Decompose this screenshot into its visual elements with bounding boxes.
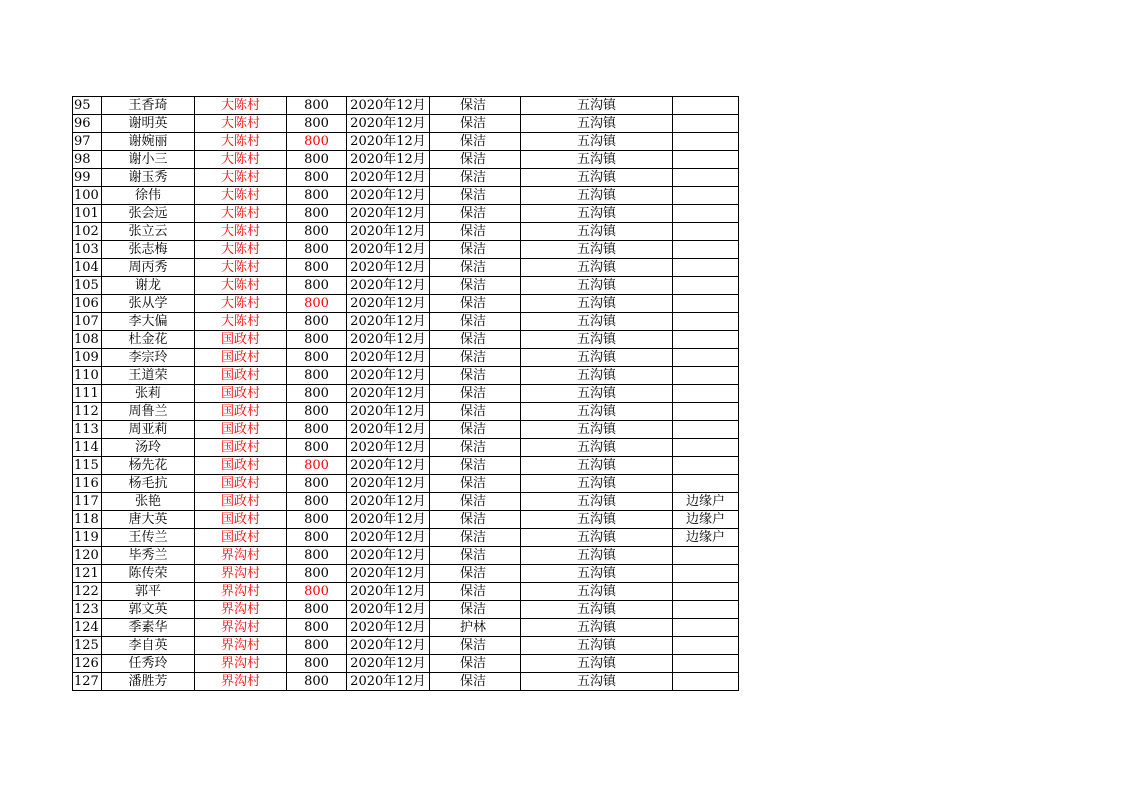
amount-cell[interactable]: 800 <box>287 421 347 439</box>
village-cell[interactable]: 大陈村 <box>195 241 287 259</box>
table-row <box>73 601 739 619</box>
row-number-cell[interactable]: 120 <box>73 547 102 565</box>
name-cell[interactable]: 毕秀兰 <box>102 547 195 565</box>
job-cell[interactable]: 保洁 <box>430 475 521 493</box>
town-cell[interactable]: 五沟镇 <box>521 331 673 349</box>
name-cell[interactable]: 谢玉秀 <box>102 169 195 187</box>
amount-cell[interactable]: 800 <box>287 439 347 457</box>
amount-cell[interactable]: 800 <box>287 601 347 619</box>
row-number-cell[interactable]: 104 <box>73 259 102 277</box>
amount-cell[interactable]: 800 <box>287 457 347 475</box>
note-cell[interactable] <box>673 151 739 169</box>
table-row <box>73 151 739 169</box>
row-number-cell[interactable]: 122 <box>73 583 102 601</box>
row-number-cell[interactable]: 105 <box>73 277 102 295</box>
row-number-cell[interactable]: 100 <box>73 187 102 205</box>
row-number-cell[interactable]: 106 <box>73 295 102 313</box>
table-row <box>73 493 739 511</box>
date-cell[interactable]: 2020年12月 <box>347 223 430 241</box>
date-cell[interactable]: 2020年12月 <box>347 385 430 403</box>
name-cell[interactable]: 杨毛抗 <box>102 475 195 493</box>
amount-cell[interactable]: 800 <box>287 259 347 277</box>
name-cell[interactable]: 李宗玲 <box>102 349 195 367</box>
row-number-cell[interactable]: 112 <box>73 403 102 421</box>
row-number-cell[interactable]: 97 <box>73 133 102 151</box>
amount-cell[interactable]: 800 <box>287 241 347 259</box>
town-cell[interactable]: 五沟镇 <box>521 547 673 565</box>
amount-cell[interactable]: 800 <box>287 331 347 349</box>
village-cell[interactable]: 大陈村 <box>195 205 287 223</box>
data-table <box>72 96 739 691</box>
row-number-cell[interactable]: 117 <box>73 493 102 511</box>
job-cell[interactable]: 保洁 <box>430 583 521 601</box>
row-number-cell[interactable]: 116 <box>73 475 102 493</box>
table-row <box>73 133 739 151</box>
amount-cell[interactable]: 800 <box>287 619 347 637</box>
table-row <box>73 619 739 637</box>
date-cell[interactable]: 2020年12月 <box>347 277 430 295</box>
row-number-cell[interactable]: 123 <box>73 601 102 619</box>
name-cell[interactable]: 杜金花 <box>102 331 195 349</box>
date-cell[interactable]: 2020年12月 <box>347 619 430 637</box>
job-cell[interactable]: 保洁 <box>430 511 521 529</box>
table-row <box>73 475 739 493</box>
note-cell[interactable] <box>673 133 739 151</box>
row-number-cell[interactable]: 109 <box>73 349 102 367</box>
note-cell[interactable] <box>673 223 739 241</box>
note-cell[interactable] <box>673 349 739 367</box>
note-cell[interactable] <box>673 565 739 583</box>
town-cell[interactable]: 五沟镇 <box>521 439 673 457</box>
job-cell[interactable]: 保洁 <box>430 259 521 277</box>
village-cell[interactable]: 国政村 <box>195 403 287 421</box>
town-cell[interactable]: 五沟镇 <box>521 151 673 169</box>
date-cell[interactable]: 2020年12月 <box>347 511 430 529</box>
date-cell[interactable]: 2020年12月 <box>347 403 430 421</box>
village-cell[interactable]: 界沟村 <box>195 583 287 601</box>
amount-cell[interactable]: 800 <box>287 367 347 385</box>
name-cell[interactable]: 张会远 <box>102 205 195 223</box>
town-cell[interactable]: 五沟镇 <box>521 367 673 385</box>
job-cell[interactable]: 保洁 <box>430 97 521 115</box>
note-cell[interactable] <box>673 205 739 223</box>
note-cell[interactable] <box>673 169 739 187</box>
note-cell[interactable] <box>673 367 739 385</box>
note-cell[interactable] <box>673 583 739 601</box>
town-cell[interactable]: 五沟镇 <box>521 583 673 601</box>
name-cell[interactable]: 任秀玲 <box>102 655 195 673</box>
name-cell[interactable]: 张莉 <box>102 385 195 403</box>
name-cell[interactable]: 李大偏 <box>102 313 195 331</box>
note-cell[interactable] <box>673 457 739 475</box>
table-row <box>73 367 739 385</box>
name-cell[interactable]: 郭平 <box>102 583 195 601</box>
amount-cell[interactable]: 800 <box>287 547 347 565</box>
date-cell[interactable]: 2020年12月 <box>347 475 430 493</box>
village-cell[interactable]: 大陈村 <box>195 277 287 295</box>
job-cell[interactable]: 保洁 <box>430 169 521 187</box>
date-cell[interactable]: 2020年12月 <box>347 241 430 259</box>
table-row <box>73 223 739 241</box>
village-cell[interactable]: 大陈村 <box>195 259 287 277</box>
date-cell[interactable]: 2020年12月 <box>347 295 430 313</box>
row-number-cell[interactable]: 118 <box>73 511 102 529</box>
note-cell[interactable] <box>673 277 739 295</box>
town-cell[interactable]: 五沟镇 <box>521 421 673 439</box>
village-cell[interactable]: 界沟村 <box>195 547 287 565</box>
table-row <box>73 637 739 655</box>
date-cell[interactable]: 2020年12月 <box>347 601 430 619</box>
village-cell[interactable]: 国政村 <box>195 493 287 511</box>
job-cell[interactable]: 保洁 <box>430 421 521 439</box>
table-row <box>73 403 739 421</box>
village-cell[interactable]: 国政村 <box>195 385 287 403</box>
amount-cell[interactable]: 800 <box>287 133 347 151</box>
table-row <box>73 349 739 367</box>
job-cell[interactable]: 保洁 <box>430 601 521 619</box>
row-number-cell[interactable]: 99 <box>73 169 102 187</box>
date-cell[interactable]: 2020年12月 <box>347 115 430 133</box>
town-cell[interactable]: 五沟镇 <box>521 133 673 151</box>
amount-cell[interactable]: 800 <box>287 655 347 673</box>
note-cell[interactable] <box>673 421 739 439</box>
job-cell[interactable]: 保洁 <box>430 187 521 205</box>
row-number-cell[interactable]: 114 <box>73 439 102 457</box>
village-cell[interactable]: 国政村 <box>195 475 287 493</box>
row-number-cell[interactable]: 111 <box>73 385 102 403</box>
village-cell[interactable]: 界沟村 <box>195 565 287 583</box>
row-number-cell[interactable]: 108 <box>73 331 102 349</box>
date-cell[interactable]: 2020年12月 <box>347 133 430 151</box>
town-cell[interactable]: 五沟镇 <box>521 565 673 583</box>
town-cell[interactable]: 五沟镇 <box>521 511 673 529</box>
amount-cell[interactable]: 800 <box>287 349 347 367</box>
table-row <box>73 205 739 223</box>
date-cell[interactable]: 2020年12月 <box>347 457 430 475</box>
note-cell[interactable] <box>673 313 739 331</box>
town-cell[interactable]: 五沟镇 <box>521 313 673 331</box>
job-cell[interactable]: 保洁 <box>430 493 521 511</box>
name-cell[interactable]: 谢婉丽 <box>102 133 195 151</box>
table-row <box>73 313 739 331</box>
town-cell[interactable]: 五沟镇 <box>521 673 673 691</box>
job-cell[interactable]: 保洁 <box>430 205 521 223</box>
table-row <box>73 457 739 475</box>
row-number-cell[interactable]: 115 <box>73 457 102 475</box>
note-cell[interactable] <box>673 403 739 421</box>
row-number-cell[interactable]: 121 <box>73 565 102 583</box>
village-cell[interactable]: 国政村 <box>195 439 287 457</box>
date-cell[interactable]: 2020年12月 <box>347 259 430 277</box>
row-number-cell[interactable]: 102 <box>73 223 102 241</box>
village-cell[interactable]: 大陈村 <box>195 295 287 313</box>
town-cell[interactable]: 五沟镇 <box>521 115 673 133</box>
town-cell[interactable]: 五沟镇 <box>521 259 673 277</box>
amount-cell[interactable]: 800 <box>287 493 347 511</box>
table-row <box>73 187 739 205</box>
amount-cell[interactable]: 800 <box>287 223 347 241</box>
town-cell[interactable]: 五沟镇 <box>521 169 673 187</box>
table-body <box>73 97 739 691</box>
village-cell[interactable]: 国政村 <box>195 511 287 529</box>
date-cell[interactable]: 2020年12月 <box>347 151 430 169</box>
date-cell[interactable]: 2020年12月 <box>347 547 430 565</box>
job-cell[interactable]: 保洁 <box>430 313 521 331</box>
table-row <box>73 331 739 349</box>
town-cell[interactable]: 五沟镇 <box>521 97 673 115</box>
note-cell[interactable] <box>673 673 739 691</box>
row-number-cell[interactable]: 125 <box>73 637 102 655</box>
job-cell[interactable]: 保洁 <box>430 151 521 169</box>
town-cell[interactable]: 五沟镇 <box>521 277 673 295</box>
note-cell[interactable] <box>673 385 739 403</box>
village-cell[interactable]: 国政村 <box>195 331 287 349</box>
town-cell[interactable]: 五沟镇 <box>521 475 673 493</box>
date-cell[interactable]: 2020年12月 <box>347 97 430 115</box>
date-cell[interactable]: 2020年12月 <box>347 367 430 385</box>
job-cell[interactable]: 保洁 <box>430 241 521 259</box>
date-cell[interactable]: 2020年12月 <box>347 493 430 511</box>
amount-cell[interactable]: 800 <box>287 169 347 187</box>
name-cell[interactable]: 谢明英 <box>102 115 195 133</box>
row-number-cell[interactable]: 126 <box>73 655 102 673</box>
job-cell[interactable]: 保洁 <box>430 295 521 313</box>
town-cell[interactable]: 五沟镇 <box>521 205 673 223</box>
note-cell[interactable] <box>673 115 739 133</box>
village-cell[interactable]: 国政村 <box>195 529 287 547</box>
amount-cell[interactable]: 800 <box>287 583 347 601</box>
row-number-cell[interactable]: 95 <box>73 97 102 115</box>
date-cell[interactable]: 2020年12月 <box>347 637 430 655</box>
note-cell[interactable]: 边缘户 <box>673 529 739 547</box>
table-row <box>73 259 739 277</box>
table-row <box>73 529 739 547</box>
note-cell[interactable] <box>673 439 739 457</box>
note-cell[interactable] <box>673 619 739 637</box>
job-cell[interactable]: 保洁 <box>430 547 521 565</box>
name-cell[interactable]: 唐大英 <box>102 511 195 529</box>
table-row <box>73 511 739 529</box>
amount-cell[interactable]: 800 <box>287 385 347 403</box>
date-cell[interactable]: 2020年12月 <box>347 349 430 367</box>
row-number-cell[interactable]: 119 <box>73 529 102 547</box>
date-cell[interactable]: 2020年12月 <box>347 583 430 601</box>
name-cell[interactable]: 谢小三 <box>102 151 195 169</box>
date-cell[interactable]: 2020年12月 <box>347 655 430 673</box>
row-number-cell[interactable]: 110 <box>73 367 102 385</box>
amount-cell[interactable]: 800 <box>287 205 347 223</box>
table-row <box>73 277 739 295</box>
note-cell[interactable] <box>673 187 739 205</box>
note-cell[interactable] <box>673 475 739 493</box>
amount-cell[interactable]: 800 <box>287 277 347 295</box>
note-cell[interactable] <box>673 331 739 349</box>
table-row <box>73 673 739 691</box>
amount-cell[interactable]: 800 <box>287 97 347 115</box>
name-cell[interactable]: 杨先花 <box>102 457 195 475</box>
town-cell[interactable]: 五沟镇 <box>521 655 673 673</box>
name-cell[interactable]: 周亚莉 <box>102 421 195 439</box>
job-cell[interactable]: 保洁 <box>430 223 521 241</box>
table-row <box>73 115 739 133</box>
date-cell[interactable]: 2020年12月 <box>347 439 430 457</box>
village-cell[interactable]: 大陈村 <box>195 169 287 187</box>
town-cell[interactable]: 五沟镇 <box>521 385 673 403</box>
name-cell[interactable]: 王香琦 <box>102 97 195 115</box>
row-number-cell[interactable]: 124 <box>73 619 102 637</box>
name-cell[interactable]: 潘胜芳 <box>102 673 195 691</box>
table-row <box>73 655 739 673</box>
job-cell[interactable]: 保洁 <box>430 385 521 403</box>
village-cell[interactable]: 大陈村 <box>195 115 287 133</box>
name-cell[interactable]: 王传兰 <box>102 529 195 547</box>
note-cell[interactable] <box>673 655 739 673</box>
name-cell[interactable]: 汤玲 <box>102 439 195 457</box>
amount-cell[interactable]: 800 <box>287 115 347 133</box>
town-cell[interactable]: 五沟镇 <box>521 619 673 637</box>
date-cell[interactable]: 2020年12月 <box>347 529 430 547</box>
name-cell[interactable]: 陈传荣 <box>102 565 195 583</box>
town-cell[interactable]: 五沟镇 <box>521 349 673 367</box>
table-row <box>73 583 739 601</box>
town-cell[interactable]: 五沟镇 <box>521 403 673 421</box>
name-cell[interactable]: 张艳 <box>102 493 195 511</box>
amount-cell[interactable]: 800 <box>287 565 347 583</box>
job-cell[interactable]: 保洁 <box>430 439 521 457</box>
note-cell[interactable] <box>673 259 739 277</box>
row-number-cell[interactable]: 127 <box>73 673 102 691</box>
job-cell[interactable]: 保洁 <box>430 277 521 295</box>
town-cell[interactable]: 五沟镇 <box>521 223 673 241</box>
row-number-cell[interactable]: 107 <box>73 313 102 331</box>
town-cell[interactable]: 五沟镇 <box>521 295 673 313</box>
job-cell[interactable]: 保洁 <box>430 403 521 421</box>
village-cell[interactable]: 界沟村 <box>195 601 287 619</box>
village-cell[interactable]: 界沟村 <box>195 619 287 637</box>
town-cell[interactable]: 五沟镇 <box>521 637 673 655</box>
amount-cell[interactable]: 800 <box>287 187 347 205</box>
town-cell[interactable]: 五沟镇 <box>521 187 673 205</box>
village-cell[interactable]: 国政村 <box>195 349 287 367</box>
row-number-cell[interactable]: 96 <box>73 115 102 133</box>
job-cell[interactable]: 保洁 <box>430 367 521 385</box>
row-number-cell[interactable]: 98 <box>73 151 102 169</box>
job-cell[interactable]: 保洁 <box>430 331 521 349</box>
table-row <box>73 421 739 439</box>
amount-cell[interactable]: 800 <box>287 151 347 169</box>
village-cell[interactable]: 大陈村 <box>195 223 287 241</box>
amount-cell[interactable]: 800 <box>287 529 347 547</box>
note-cell[interactable] <box>673 547 739 565</box>
village-cell[interactable]: 大陈村 <box>195 313 287 331</box>
town-cell[interactable]: 五沟镇 <box>521 457 673 475</box>
table-row <box>73 385 739 403</box>
name-cell[interactable]: 郭文英 <box>102 601 195 619</box>
job-cell[interactable]: 保洁 <box>430 349 521 367</box>
name-cell[interactable]: 周鲁兰 <box>102 403 195 421</box>
amount-cell[interactable]: 800 <box>287 511 347 529</box>
amount-cell[interactable]: 800 <box>287 475 347 493</box>
note-cell[interactable]: 边缘户 <box>673 493 739 511</box>
name-cell[interactable]: 谢龙 <box>102 277 195 295</box>
town-cell[interactable]: 五沟镇 <box>521 601 673 619</box>
village-cell[interactable]: 国政村 <box>195 421 287 439</box>
village-cell[interactable]: 大陈村 <box>195 133 287 151</box>
village-cell[interactable]: 大陈村 <box>195 151 287 169</box>
date-cell[interactable]: 2020年12月 <box>347 421 430 439</box>
row-number-cell[interactable]: 101 <box>73 205 102 223</box>
date-cell[interactable]: 2020年12月 <box>347 169 430 187</box>
amount-cell[interactable]: 800 <box>287 637 347 655</box>
town-cell[interactable]: 五沟镇 <box>521 493 673 511</box>
table-row <box>73 295 739 313</box>
amount-cell[interactable]: 800 <box>287 313 347 331</box>
town-cell[interactable]: 五沟镇 <box>521 529 673 547</box>
name-cell[interactable]: 徐伟 <box>102 187 195 205</box>
date-cell[interactable]: 2020年12月 <box>347 673 430 691</box>
job-cell[interactable]: 保洁 <box>430 529 521 547</box>
village-cell[interactable]: 界沟村 <box>195 673 287 691</box>
name-cell[interactable]: 李自英 <box>102 637 195 655</box>
table-row <box>73 97 739 115</box>
village-cell[interactable]: 界沟村 <box>195 655 287 673</box>
table-row <box>73 169 739 187</box>
date-cell[interactable]: 2020年12月 <box>347 187 430 205</box>
village-cell[interactable]: 界沟村 <box>195 637 287 655</box>
amount-cell[interactable]: 800 <box>287 295 347 313</box>
name-cell[interactable]: 周丙秀 <box>102 259 195 277</box>
name-cell[interactable]: 季素华 <box>102 619 195 637</box>
table-row <box>73 547 739 565</box>
job-cell[interactable]: 保洁 <box>430 655 521 673</box>
job-cell[interactable]: 保洁 <box>430 637 521 655</box>
note-cell[interactable] <box>673 97 739 115</box>
name-cell[interactable]: 张从学 <box>102 295 195 313</box>
job-cell[interactable]: 保洁 <box>430 133 521 151</box>
job-cell[interactable]: 保洁 <box>430 565 521 583</box>
name-cell[interactable]: 张立云 <box>102 223 195 241</box>
note-cell[interactable] <box>673 637 739 655</box>
job-cell[interactable]: 保洁 <box>430 457 521 475</box>
village-cell[interactable]: 大陈村 <box>195 187 287 205</box>
job-cell[interactable]: 保洁 <box>430 115 521 133</box>
date-cell[interactable]: 2020年12月 <box>347 313 430 331</box>
date-cell[interactable]: 2020年12月 <box>347 565 430 583</box>
note-cell[interactable] <box>673 601 739 619</box>
village-cell[interactable]: 大陈村 <box>195 97 287 115</box>
village-cell[interactable]: 国政村 <box>195 367 287 385</box>
amount-cell[interactable]: 800 <box>287 673 347 691</box>
note-cell[interactable] <box>673 241 739 259</box>
amount-cell[interactable]: 800 <box>287 403 347 421</box>
name-cell[interactable]: 王道荣 <box>102 367 195 385</box>
table-row <box>73 565 739 583</box>
row-number-cell[interactable]: 113 <box>73 421 102 439</box>
date-cell[interactable]: 2020年12月 <box>347 331 430 349</box>
note-cell[interactable] <box>673 295 739 313</box>
note-cell[interactable]: 边缘户 <box>673 511 739 529</box>
table-row <box>73 439 739 457</box>
job-cell[interactable]: 护林 <box>430 619 521 637</box>
village-cell[interactable]: 国政村 <box>195 457 287 475</box>
name-cell[interactable]: 张志梅 <box>102 241 195 259</box>
date-cell[interactable]: 2020年12月 <box>347 205 430 223</box>
job-cell[interactable]: 保洁 <box>430 673 521 691</box>
row-number-cell[interactable]: 103 <box>73 241 102 259</box>
table-row <box>73 241 739 259</box>
town-cell[interactable]: 五沟镇 <box>521 241 673 259</box>
